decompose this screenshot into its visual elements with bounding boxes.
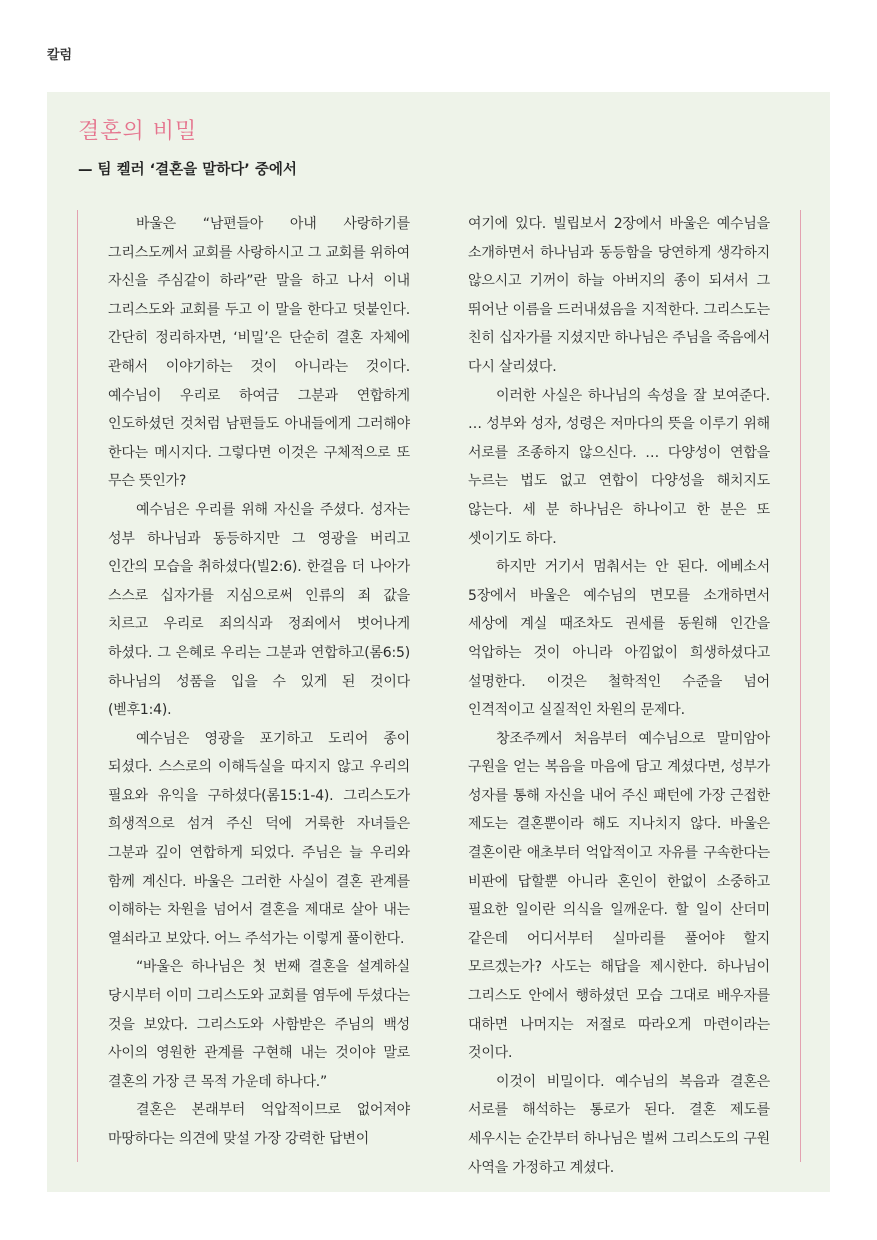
paragraph: 결혼은 본래부터 억압적이므로 없어져야 마땅하다는 의견에 맞설 가장 강력한 답변이 [108, 1102, 410, 1147]
article-title: 결혼의 비밀 [78, 119, 198, 144]
paragraph: 예수님은 우리를 위해 자신을 주셨다. 성자는 성부 하나님과 동등하지만 그 영광을 버리고 인간의 모습을 취하셨다(빌2:6). 한걸음 더 나아가 스스로 십자가를 지심으로써 인류의 죄 값을 치르고 우리로 죄의식과 정죄에서 벗어나게 하셨다. 그 은혜로 우리는 그분과 연합하고(롬6:5) 하나님의 성품을 입을 수 있게 된 것이다(벧후1:4). [108, 501, 410, 719]
paragraph: 여기에 있다. 빌립보서 2장에서 바울은 예수님을 소개하면서 하나님과 동등함을 당연하게 생각하지 않으시고 기꺼이 하늘 아버지의 종이 되셔서 그 뛰어난 이름을 드러내셨음을 지적한다. 그리스도는 친히 십자가를 지셨지만 하나님은 주님을 죽음에서 다시 살리셨다. [468, 216, 770, 375]
paragraph: 창조주께서 처음부터 예수님으로 말미암아 구원을 얻는 복음을 마음에 담고 계셨다면, 성부가 성자를 통해 자신을 내어 주신 패턴에 가장 근접한 제도는 결혼뿐이라 해도 지나치지 않다. 바울은 결혼이란 애초부터 억압적이고 자유를 구속한다는 비판에 답할뿐 아니라 혼인이 한없이 소중하고 필요한 일이란 의식을 일깨운다. 할 일이 산더미 같은데 어디서부터 실마리를 풀어야 할지 모르겠는가? 사도는 해답을 제시한다. 하나님이 그리스도 안에서 행하셨던 모습 그대로 배우자를 대하면 나머지는 저절로 따라오게 마련이라는 것이다. [468, 730, 770, 1062]
left-column [77, 210, 410, 1162]
paragraph: 바울은 “남편들아 아내 사랑하기를 그리스도께서 교회를 사랑하시고 그 교회를 위하여 자신을 주심같이 하라”란 말을 하고 나서 이내 그리스도와 교회를 두고 이 말을 한다고 덧붙인다. 간단히 정리하자면, ‘비밀’은 단순히 결혼 자체에 관해서 이야기하는 것이 아니라는 것이다. 예수님이 우리로 하여금 그분과 연합하게 인도하셨던 것처럼 남편들도 아내들에게 그러해야 한다는 메시지다. 그렇다면 이것은 구체적으로 또 무슨 뜻인가? [108, 216, 410, 490]
article-subtitle: — 팀 켈러 ‘결혼을 말하다’ 중에서 [78, 162, 297, 178]
paragraph: 이러한 사실은 하나님의 속성을 잘 보여준다. … 성부와 성자, 성령은 저마다의 뜻을 이루기 위해 서로를 조종하지 않으신다. … 다양성이 연합을 누르는 법도 없고 연합이 다양성을 해치지도 않는다. 세 분 하나님은 하나이고 한 분은 또 셋이기도 하다. [468, 387, 770, 547]
paragraph: 예수님은 영광을 포기하고 도리어 종이 되셨다. 스스로의 이해득실을 따지지 않고 우리의 필요와 유익을 구하셨다(롬15:1-4). 그리스도가 희생적으로 섬겨 주신 덕에 거룩한 자녀들은 그분과 깊이 연합하게 되었다. 주님은 늘 우리와 함께 계신다. 바울은 그러한 사실이 결혼 관계를 이해하는 차원을 넘어서 결혼을 제대로 살아 내는 열쇠라고 보았다. 어느 주석가는 이렇게 풀이한다. [108, 730, 410, 947]
right-column [468, 210, 801, 1176]
paragraph: “바울은 하나님은 첫 번째 결혼을 설계하실 당시부터 이미 그리스도와 교회를 염두에 두셨다는 것을 보았다. 그리스도와 사함받은 주님의 백성 사이의 영원한 관계를 구현해 내는 것이야 말로 결혼의 가장 큰 목적 가운데 하나다.” [108, 959, 410, 1090]
article-panel [47, 92, 830, 1192]
paragraph: 이것이 비밀이다. 예수님의 복음과 결혼은 서로를 해석하는 통로가 된다. 결혼 제도를 세우시는 순간부터 하나님은 벌써 그리스도의 구원 사역을 가정하고 계셨다. [468, 1073, 770, 1176]
paragraph: 하지만 거기서 멈춰서는 안 된다. 에베소서 5장에서 바울은 예수님의 면모를 소개하면서 세상에 계실 때조차도 권세를 동원해 인간을 억압하는 것이 아니라 아낌없이 희생하셨다고 설명한다. 이것은 철학적인 수준을 넘어 인격적이고 실질적인 차원의 문제다. [468, 559, 770, 719]
section-label: 칼럼 [47, 48, 73, 63]
